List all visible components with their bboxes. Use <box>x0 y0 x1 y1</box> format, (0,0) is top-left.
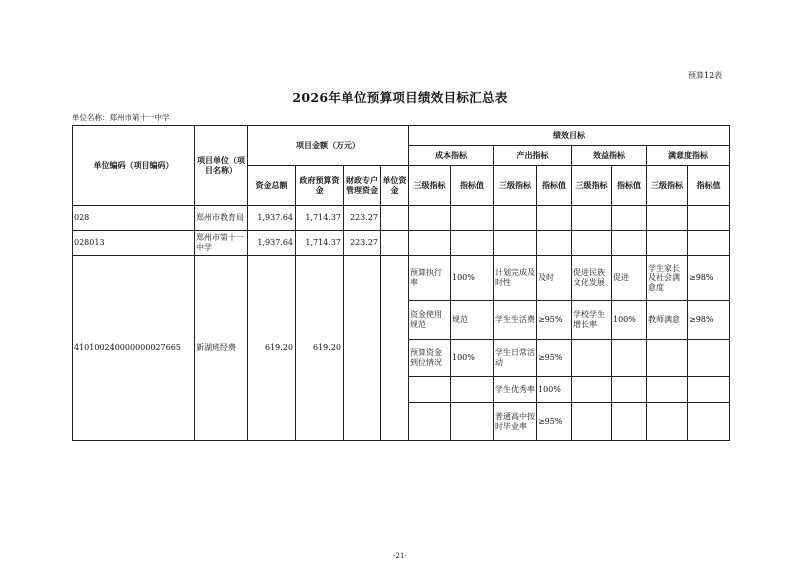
cost-value: 100% <box>451 340 494 377</box>
benefit-value: 促进 <box>612 256 647 301</box>
cost-indicator: 预算执行率 <box>409 256 451 301</box>
sat-value <box>688 377 730 403</box>
sat-indicator <box>647 377 688 403</box>
header-amount: 项目金额（万元） <box>248 126 409 166</box>
table-row <box>73 231 730 256</box>
header-fiscal-special: 财政专户管理资金 <box>344 166 381 206</box>
header-unit-funds: 单位资金 <box>381 166 409 206</box>
benefit-value <box>612 403 647 441</box>
cost-value: 规范 <box>451 301 494 340</box>
output-value: 及时 <box>537 256 572 301</box>
output-indicator: 学生生活费 <box>494 301 537 340</box>
cost-value: 100% <box>451 256 494 301</box>
benefit-indicator: 促进民族文化发展 <box>572 256 612 301</box>
row-code: 028013 <box>73 231 195 256</box>
project-code: 410100240000000027665 <box>73 256 195 441</box>
header-cost: 成本指标 <box>409 146 494 166</box>
header-sat-level3: 三级指标 <box>647 166 688 206</box>
table-row <box>73 256 730 301</box>
page-footer: -21- <box>393 552 407 560</box>
cost-indicator: 预算资金到位情况 <box>409 340 451 377</box>
benefit-value: 100% <box>612 301 647 340</box>
row-fiscal: 223.27 <box>344 231 381 256</box>
benefit-indicator <box>572 377 612 403</box>
row-name: 郑州市第十一中学 <box>195 231 248 256</box>
benefit-value <box>612 340 647 377</box>
header-project-unit: 项目单位（项目名称） <box>195 126 248 206</box>
header-total-funds: 资金总额 <box>248 166 296 206</box>
cost-value <box>451 377 494 403</box>
header-output-level3: 三级指标 <box>494 166 537 206</box>
header-cost-level3: 三级指标 <box>409 166 451 206</box>
header-satisfaction: 满意度指标 <box>647 146 730 166</box>
unit-name-label: 单位名称：郑州市第十一中学 <box>72 113 170 122</box>
performance-table <box>72 125 730 441</box>
benefit-value <box>612 377 647 403</box>
cost-value <box>451 403 494 441</box>
header-cost-value: 指标值 <box>451 166 494 206</box>
sat-indicator: 教师满意 <box>647 301 688 340</box>
sat-indicator: 学生家长及社会满意度 <box>647 256 688 301</box>
benefit-indicator <box>572 403 612 441</box>
output-value: 100% <box>537 377 572 403</box>
output-value: ≥95% <box>537 403 572 441</box>
row-total: 1,937.64 <box>248 206 296 231</box>
table-row <box>73 206 730 231</box>
output-indicator: 普通高中按时毕业率 <box>494 403 537 441</box>
project-fiscal <box>344 256 381 441</box>
sat-value <box>688 403 730 441</box>
project-total: 619.20 <box>248 256 296 441</box>
project-name: 新湖班经费 <box>195 256 248 441</box>
project-gov: 619.20 <box>296 256 344 441</box>
sat-indicator <box>647 340 688 377</box>
project-unit <box>381 256 409 441</box>
row-unit <box>381 231 409 256</box>
output-value: ≥95% <box>537 301 572 340</box>
sat-value <box>688 340 730 377</box>
cost-indicator: 资金使用规范 <box>409 301 451 340</box>
benefit-indicator <box>572 340 612 377</box>
sat-value: ≥98% <box>688 256 730 301</box>
header-gov-budget: 政府预算资金 <box>296 166 344 206</box>
row-code: 028 <box>73 206 195 231</box>
header-output: 产出指标 <box>494 146 572 166</box>
header-benefit-level3: 三级指标 <box>572 166 612 206</box>
page-tag: 预算12表 <box>688 71 723 80</box>
header-unit-code: 单位编码（项目编码） <box>73 126 195 206</box>
sat-value: ≥98% <box>688 301 730 340</box>
row-fiscal: 223.27 <box>344 206 381 231</box>
cost-indicator <box>409 403 451 441</box>
benefit-indicator: 学校学生增长率 <box>572 301 612 340</box>
header-output-value: 指标值 <box>537 166 572 206</box>
row-gov: 1,714.37 <box>296 231 344 256</box>
header-performance: 绩效目标 <box>409 126 730 146</box>
row-total: 1,937.64 <box>248 231 296 256</box>
row-unit <box>381 206 409 231</box>
row-gov: 1,714.37 <box>296 206 344 231</box>
output-indicator: 学生日常活动 <box>494 340 537 377</box>
output-indicator: 学生优秀率 <box>494 377 537 403</box>
cost-indicator <box>409 377 451 403</box>
header-sat-value: 指标值 <box>688 166 730 206</box>
header-benefit-value: 指标值 <box>612 166 647 206</box>
page-title: 2026年单位预算项目绩效目标汇总表 <box>292 90 508 105</box>
output-indicator: 计划完成及时性 <box>494 256 537 301</box>
row-name: 郑州市教育局 <box>195 206 248 231</box>
header-benefit: 效益指标 <box>572 146 647 166</box>
sat-indicator <box>647 403 688 441</box>
output-value: ≥95% <box>537 340 572 377</box>
